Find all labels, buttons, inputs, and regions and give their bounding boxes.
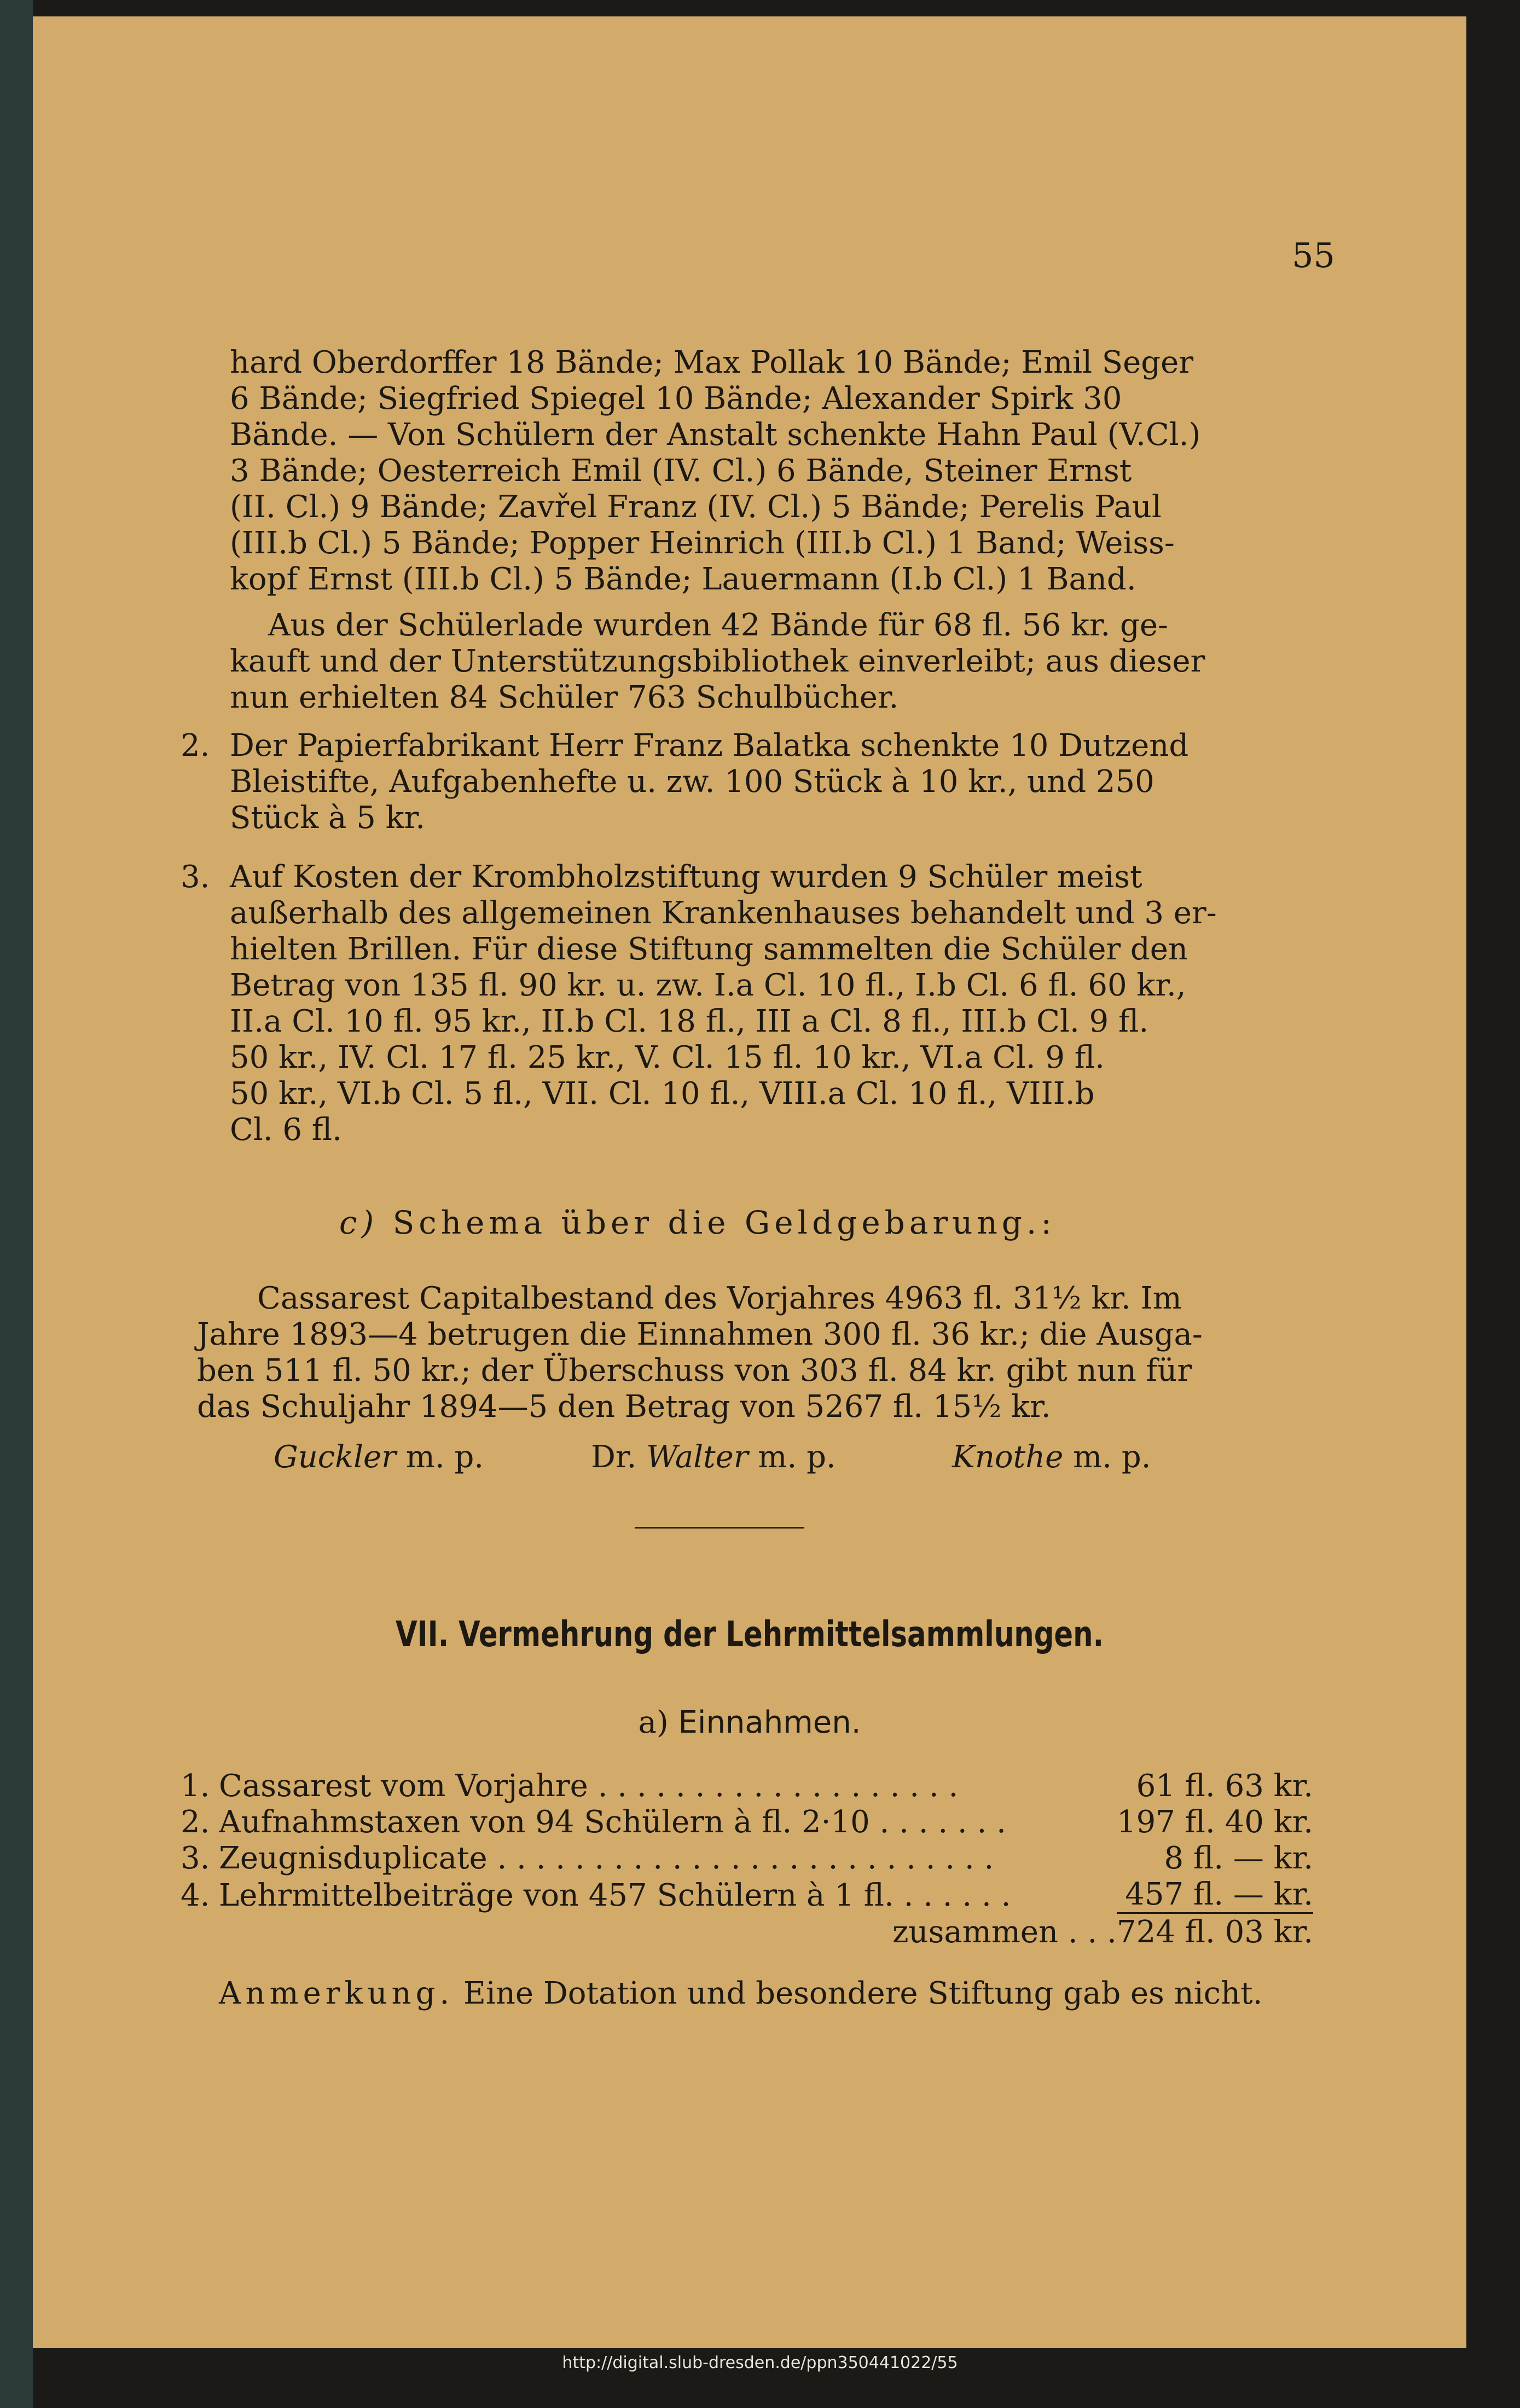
text-line: 3 Bände; Oesterreich Emil (IV. Cl.) 6 Bände, Steiner Ernst xyxy=(230,453,1132,489)
schema-heading xyxy=(339,1204,1056,1241)
text-line: Betrag von 135 fl. 90 kr. u. zw. I.a Cl. 10 fl., I.b Cl. 6 fl. 60 kr., xyxy=(230,968,1186,1003)
income-table xyxy=(181,1768,1313,1950)
row-amount: 457 fl. — kr. xyxy=(1117,1876,1313,1913)
text-line: kopf Ernst (III.b Cl.) 5 Bände; Lauermann (I.b Cl.) 1 Band. xyxy=(230,562,1136,597)
document-page xyxy=(33,16,1466,2348)
source-url: http://digital.slub-dresden.de/ppn350441022/55 xyxy=(562,2353,958,2372)
table-row xyxy=(181,1804,1313,1840)
signature-walter xyxy=(591,1439,836,1475)
text-line: Cl. 6 fl. xyxy=(230,1112,342,1148)
note-label: Anmerkung. xyxy=(219,1976,454,2011)
text-line: (III.b Cl.) 5 Bände; Popper Heinrich (III.b Cl.) 1 Band; Weiss- xyxy=(230,525,1175,561)
text-line: Cassarest Capitalbestand des Vorjahres 4963 fl. 31½ kr. Im xyxy=(257,1281,1182,1316)
table-row xyxy=(181,1768,1313,1804)
text-line: ben 511 fl. 50 kr.; der Überschuss von 303 fl. 84 kr. gibt nun für xyxy=(197,1353,1192,1388)
row-description: Lehrmittelbeiträge von 457 Schülern à 1 fl. . . . . . . xyxy=(219,1877,1011,1913)
note-paragraph xyxy=(219,1976,1313,2012)
total-amount: 724 fl. 03 kr. xyxy=(1117,1913,1313,1950)
row-amount: 8 fl. — kr. xyxy=(1164,1840,1313,1876)
text-line: nun erhielten 84 Schüler 763 Schulbücher. xyxy=(230,680,899,715)
text-line: (II. Cl.) 9 Bände; Zavřel Franz (IV. Cl.) 5 Bände; Perelis Paul xyxy=(230,489,1162,525)
item-text xyxy=(230,859,1313,1148)
signature-suffix: m. p. xyxy=(758,1439,836,1475)
signature-suffix: m. p. xyxy=(405,1439,484,1475)
text-line: das Schuljahr 1894—5 den Betrag von 5267 fl. 15½ kr. xyxy=(197,1389,1051,1425)
row-number: 1. xyxy=(181,1768,210,1804)
section-heading: VII. Vermehrung der Lehrmittelsammlungen. xyxy=(395,1614,1104,1655)
signature-knothe xyxy=(952,1439,1151,1475)
row-amount: 61 fl. 63 kr. xyxy=(1136,1768,1313,1804)
row-description: Aufnahmstaxen von 94 Schülern à fl. 2·10 . . . . . . . xyxy=(219,1804,1006,1840)
schema-title: Schema über die Geldgebarung.: xyxy=(392,1204,1056,1241)
total-label: zusammen . . . xyxy=(892,1914,1117,1950)
item-number: 3. xyxy=(181,859,210,895)
row-number: 2. xyxy=(181,1804,210,1840)
text-line: 50 kr., IV. Cl. 17 fl. 25 kr., V. Cl. 15 fl. 10 kr., VI.a Cl. 9 fl. xyxy=(230,1040,1105,1075)
text-line: 50 kr., VI.b Cl. 5 fl., VII. Cl. 10 fl., VIII.a Cl. 10 fl., VIII.b xyxy=(230,1076,1095,1112)
signature-name: Guckler xyxy=(274,1439,396,1475)
note-text: Eine Dotation und besondere Stiftung gab es nicht. xyxy=(463,1976,1263,2011)
signature-prefix: Dr. xyxy=(591,1439,637,1475)
section-divider xyxy=(635,1527,804,1529)
signature-name: Knothe xyxy=(952,1439,1064,1475)
row-description: Cassarest vom Vorjahre . . . . . . . . . . . . . . . . . . . xyxy=(219,1768,959,1804)
text-line: hielten Brillen. Für diese Stiftung sammelten die Schüler den xyxy=(230,931,1188,967)
text-line: Aus der Schülerlade wurden 42 Bände für 68 fl. 56 kr. ge- xyxy=(268,607,1168,643)
row-number: 3. xyxy=(181,1840,210,1876)
text-line: Stück à 5 kr. xyxy=(230,800,425,836)
signature-suffix: m. p. xyxy=(1073,1439,1151,1475)
text-line: Bleistifte, Aufgabenhefte u. zw. 100 Stück à 10 kr., und 250 xyxy=(230,764,1154,800)
row-amount: 197 fl. 40 kr. xyxy=(1116,1804,1313,1840)
schema-prefix: c) xyxy=(339,1204,379,1241)
table-row xyxy=(181,1876,1313,1913)
row-description: Zeugnisduplicate . . . . . . . . . . . . . . . . . . . . . . . . . . xyxy=(219,1840,994,1876)
donor-list-paragraph xyxy=(230,345,1313,598)
item-number: 2. xyxy=(181,728,210,763)
schuelerlade-paragraph xyxy=(230,607,1313,716)
table-row xyxy=(181,1840,1313,1876)
page-number: 55 xyxy=(1292,235,1335,275)
text-line: Der Papierfabrikant Herr Franz Balatka schenkte 10 Dutzend xyxy=(230,728,1189,763)
signature-guckler xyxy=(274,1439,484,1475)
text-line: hard Oberdorffer 18 Bände; Max Pollak 10 Bände; Emil Seger xyxy=(230,345,1194,380)
binding-edge xyxy=(0,0,33,2408)
text-line: Jahre 1893—4 betrugen die Einnahmen 300 fl. 36 kr.; die Ausga- xyxy=(197,1317,1203,1352)
subheading xyxy=(33,1705,1466,1740)
text-line: II.a Cl. 10 fl. 95 kr., II.b Cl. 18 fl., III a Cl. 8 fl., III.b Cl. 9 fl. xyxy=(230,1004,1149,1039)
text-line: kauft und der Unterstützungsbibliothek einverleibt; aus dieser xyxy=(230,644,1205,679)
text-line: außerhalb des allgemeinen Krankenhauses behandelt und 3 er- xyxy=(230,895,1217,931)
total-row xyxy=(181,1913,1313,1950)
item-text xyxy=(230,728,1313,836)
subheading-title: Einnahmen. xyxy=(678,1705,861,1740)
signature-name: Walter xyxy=(646,1439,749,1475)
subheading-prefix: a) xyxy=(638,1705,669,1740)
text-line: Bände. — Von Schülern der Anstalt schenkte Hahn Paul (V.Cl.) xyxy=(230,417,1201,453)
text-line: 6 Bände; Siegfried Spiegel 10 Bände; Alexander Spirk 30 xyxy=(230,381,1122,416)
row-number: 4. xyxy=(181,1877,210,1913)
text-line: Auf Kosten der Krombholzstiftung wurden 9 Schüler meist xyxy=(230,859,1142,895)
finance-paragraph xyxy=(197,1281,1313,1425)
